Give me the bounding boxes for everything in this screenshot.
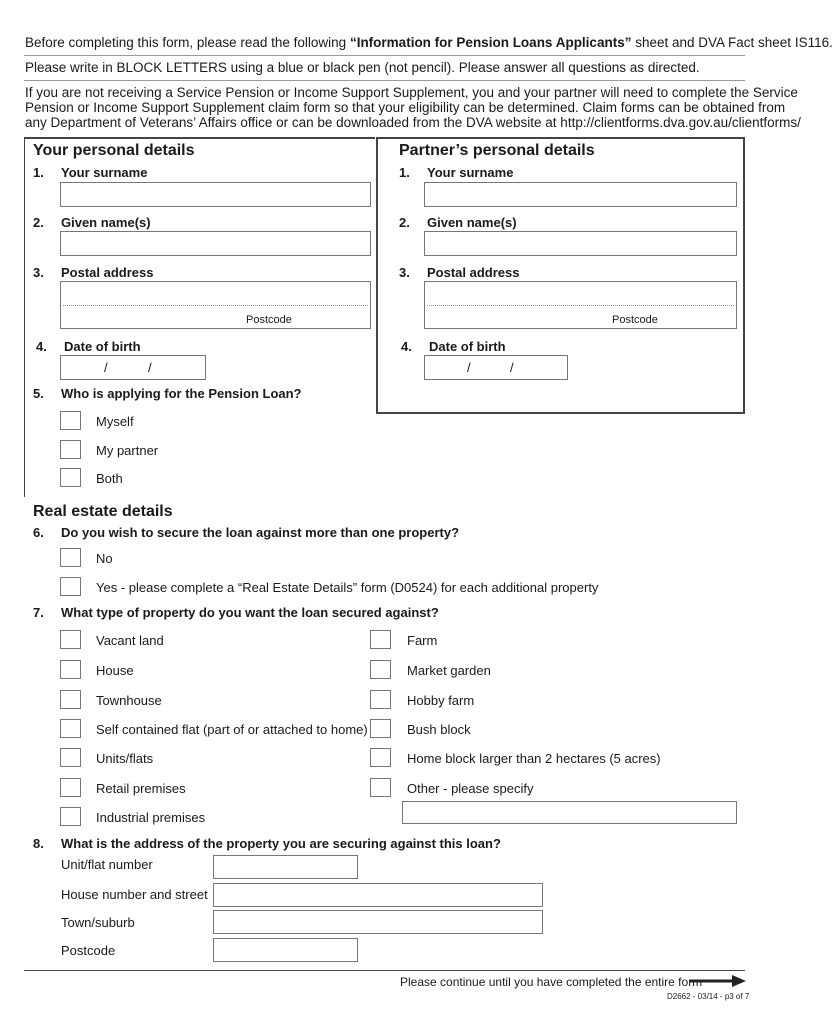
real-estate-heading: Real estate details [33,503,173,520]
q4-label: Date of birth [64,339,141,354]
property-address-field-label: Town/suburb [61,915,135,930]
property-type-label: Bush block [407,722,471,737]
property-type-hobby-farm-checkbox[interactable] [370,690,391,709]
divider [24,55,745,56]
intro-line-2: Please write in BLOCK LETTERS using a blue or black pen (not pencil). Please answer all questions as directed. [25,60,700,75]
info-sheet-title: “Information for Pension Loans Applicants” [349,35,632,50]
partner-q4-number: 4. [401,339,412,354]
town-suburb-input[interactable] [213,910,543,934]
property-type-units-flats-checkbox[interactable] [60,748,81,767]
arrow-right-icon [690,975,746,987]
property-type-industrial-premises-checkbox[interactable] [60,807,81,826]
q7-number: 7. [33,605,44,620]
partner-q1-number: 1. [399,165,410,180]
q5-number: 5. [33,386,44,401]
property-type-market-garden-checkbox[interactable] [370,660,391,679]
q8-label: What is the address of the property you are securing against this loan? [61,836,501,851]
partner-q3-number: 3. [399,265,410,280]
q3-number: 3. [33,265,44,280]
date-separator: / [467,360,471,375]
property-postcode-input[interactable] [213,938,358,962]
property-address-field-label: House number and street [61,887,208,902]
applicant-option-label: Both [96,471,123,486]
applicant-myself-checkbox[interactable] [60,411,81,430]
property-type-other-checkbox[interactable] [370,778,391,797]
q4-number: 4. [36,339,47,354]
form-code: D2662 - 03/14 - p3 of 7 [667,992,750,1001]
date-separator: / [104,360,108,375]
divider [24,80,745,81]
property-address-field-label: Unit/flat number [61,857,153,872]
applicant-both-checkbox[interactable] [60,468,81,487]
your-given-names-input[interactable] [60,231,371,256]
continue-message: Please continue until you have completed the entire form [400,975,703,989]
property-type-townhouse-checkbox[interactable] [60,690,81,709]
property-type-label: Market garden [407,663,491,678]
postcode-label: Postcode [246,314,292,326]
property-type-label: Retail premises [96,781,186,796]
applicant-option-label: Myself [96,414,134,429]
property-type-self-contained-flat-checkbox[interactable] [60,719,81,738]
property-type-vacant-land-checkbox[interactable] [60,630,81,649]
date-separator: / [510,360,514,375]
q6-number: 6. [33,525,44,540]
property-type-label: Home block larger than 2 hectares (5 acres) [407,751,661,766]
partner-q2-label: Given name(s) [427,215,517,230]
property-type-label: Other - please specify [407,781,534,796]
property-type-label: House [96,663,134,678]
property-type-other-input[interactable] [402,801,737,824]
property-type-label: Self contained flat (part of or attached to home) [96,722,368,737]
q2-number: 2. [33,215,44,230]
multiple-property-option-label: Yes - please complete a “Real Estate Details” form (D0524) for each additional property [96,580,599,595]
property-type-label: Hobby farm [407,693,475,708]
property-type-label: Vacant land [96,633,164,648]
q2-label: Given name(s) [61,215,151,230]
intro-line-3b: Pension or Income Support Supplement claim form so that your eligibility can be determined. Claim forms can be obtained from [25,100,786,115]
property-type-bush-block-checkbox[interactable] [370,719,391,738]
partner-q4-label: Date of birth [429,339,506,354]
partner-q2-number: 2. [399,215,410,230]
property-type-house-checkbox[interactable] [60,660,81,679]
q8-number: 8. [33,836,44,851]
multiple-property-option-label: No [96,551,113,566]
intro-line-3a: If you are not receiving a Service Pension or Income Support Supplement, you and your partner will need to complete the Service [25,85,798,100]
house-number-street-input[interactable] [213,883,543,907]
partner-surname-input[interactable] [424,182,737,207]
q1-number: 1. [33,165,44,180]
intro-line-1 [25,35,833,50]
your-surname-input[interactable] [60,182,371,207]
your-details-heading: Your personal details [33,142,195,159]
property-type-label: Units/flats [96,751,154,766]
partner-q3-label: Postal address [427,265,520,280]
applicant-partner-checkbox[interactable] [60,440,81,459]
intro-text: Before completing this form, please read the following [25,35,350,50]
q6-label: Do you wish to secure the loan against more than one property? [61,525,460,540]
property-type-label: Farm [407,633,438,648]
property-type-label: Industrial premises [96,810,206,825]
property-type-farm-checkbox[interactable] [370,630,391,649]
q7-label: What type of property do you want the loan secured against? [61,605,439,620]
intro-text: sheet and DVA Fact sheet IS116. [631,35,833,50]
footer-divider [24,970,745,971]
unit-flat-number-input[interactable] [213,855,358,879]
q5-label: Who is applying for the Pension Loan? [61,386,302,401]
address-line-divider [63,305,368,306]
property-type-label: Townhouse [96,693,162,708]
date-separator: / [148,360,152,375]
q1-label: Your surname [61,165,148,180]
partner-date-of-birth-input[interactable] [424,355,568,380]
your-date-of-birth-input[interactable] [60,355,206,380]
property-type-retail-premises-checkbox[interactable] [60,778,81,797]
intro-line-3c: any Department of Veterans’ Affairs office or can be downloaded from the DVA website at http://clientforms.dva.gov.au/clientforms/ [25,115,801,130]
multiple-property-yes-checkbox[interactable] [60,577,81,596]
address-line-divider [427,305,734,306]
partner-details-heading: Partner’s personal details [399,142,595,159]
partner-given-names-input[interactable] [424,231,737,256]
partner-q1-label: Your surname [427,165,514,180]
multiple-property-no-checkbox[interactable] [60,548,81,567]
property-address-field-label: Postcode [61,943,116,958]
applicant-option-label: My partner [96,443,159,458]
property-type-home-block-checkbox[interactable] [370,748,391,767]
postcode-label: Postcode [612,314,658,326]
q3-label: Postal address [61,265,154,280]
